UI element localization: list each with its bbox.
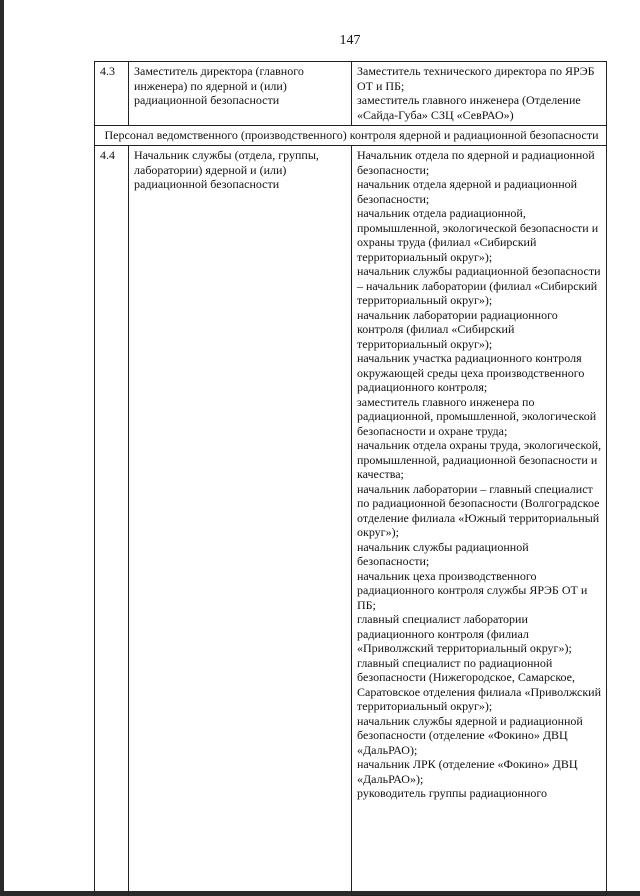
position-entry: начальник службы радиационной безопасности; [357,539,529,568]
position-entry: начальник отдела охраны труда, экологической, промышленной, радиационной безопасности и качества; [357,438,602,481]
position-entry: заместитель главного инженера (Отделение «Сайда-Губа» СЗЦ «СевРАО») [357,93,581,122]
position-entry: начальник отдела ядерной и радиационной безопасности; [357,177,578,206]
position-entry: начальник ЛРК (отделение «Фокино» ДВЦ «ДальРАО»); [357,757,578,786]
position-entry: начальник лаборатории – главный специалист по радиационной безопасности (Волгоградское отделение филиала «Южный территориальный округ»); [357,481,600,539]
position-entry: начальник отдела радиационной, промышленной, экологической безопасности и охраны труда (филиал «Сибирский территориальный округ»); [357,206,599,264]
position-entry: начальник участка радиационного контроля окружающей среды цеха производственного радиационного контроля; [357,351,585,394]
row-number: 4.3 [95,62,129,126]
position-entry: начальник цеха производственного радиационного контроля службы ЯРЭБ ОТ и ПБ; [357,568,588,612]
equivalent-positions [352,146,607,896]
table-row [95,62,607,126]
position-entry: начальник службы радиационной безопасности – начальник лаборатории (филиал «Сибирский территориальный округ»); [357,264,601,307]
position-entry: заместитель главного инженера по радиационной, промышленной, экологической безопасности и охране труда; [357,394,597,438]
position-entry: Заместитель технического директора по ЯРЭБ ОТ и ПБ; [357,64,595,93]
position-entry: начальник службы ядерной и радиационной безопасности (отделение «Фокино» ДВЦ «ДальРАО); [357,713,583,757]
position-title: Заместитель директора (главного инженера) по ядерной и (или) радиационной безопасности [129,62,352,126]
positions-table [94,61,607,896]
position-entry: Начальник отдела по ядерной и радиационной безопасности; [357,148,595,177]
section-header-row [95,126,607,146]
section-header: Персонал ведомственного (производственного) контроля ядерной и радиационной безопасности [95,126,607,146]
position-entry: руководитель группы радиационного [357,786,548,800]
position-entry: начальник лаборатории радиационного контроля (филиал «Сибирский территориальный округ»); [357,307,558,351]
page-number: 147 [339,33,361,48]
position-entry: главный специалист лаборатории радиационного контроля (филиал «Приволжский территориальный округ»); [357,612,572,655]
scan-edge-left [0,0,4,896]
position-title: Начальник службы (отдела, группы, лаборатории) ядерной и (или) радиационной безопасности [129,146,352,896]
row-number: 4.4 [95,146,129,896]
equivalent-positions [352,62,607,126]
table-row [95,146,607,896]
position-entry: главный специалист по радиационной безопасности (Нижегородское, Самарское, Саратовское отделения филиала «Приволжский территориальный округ»); [357,655,602,713]
